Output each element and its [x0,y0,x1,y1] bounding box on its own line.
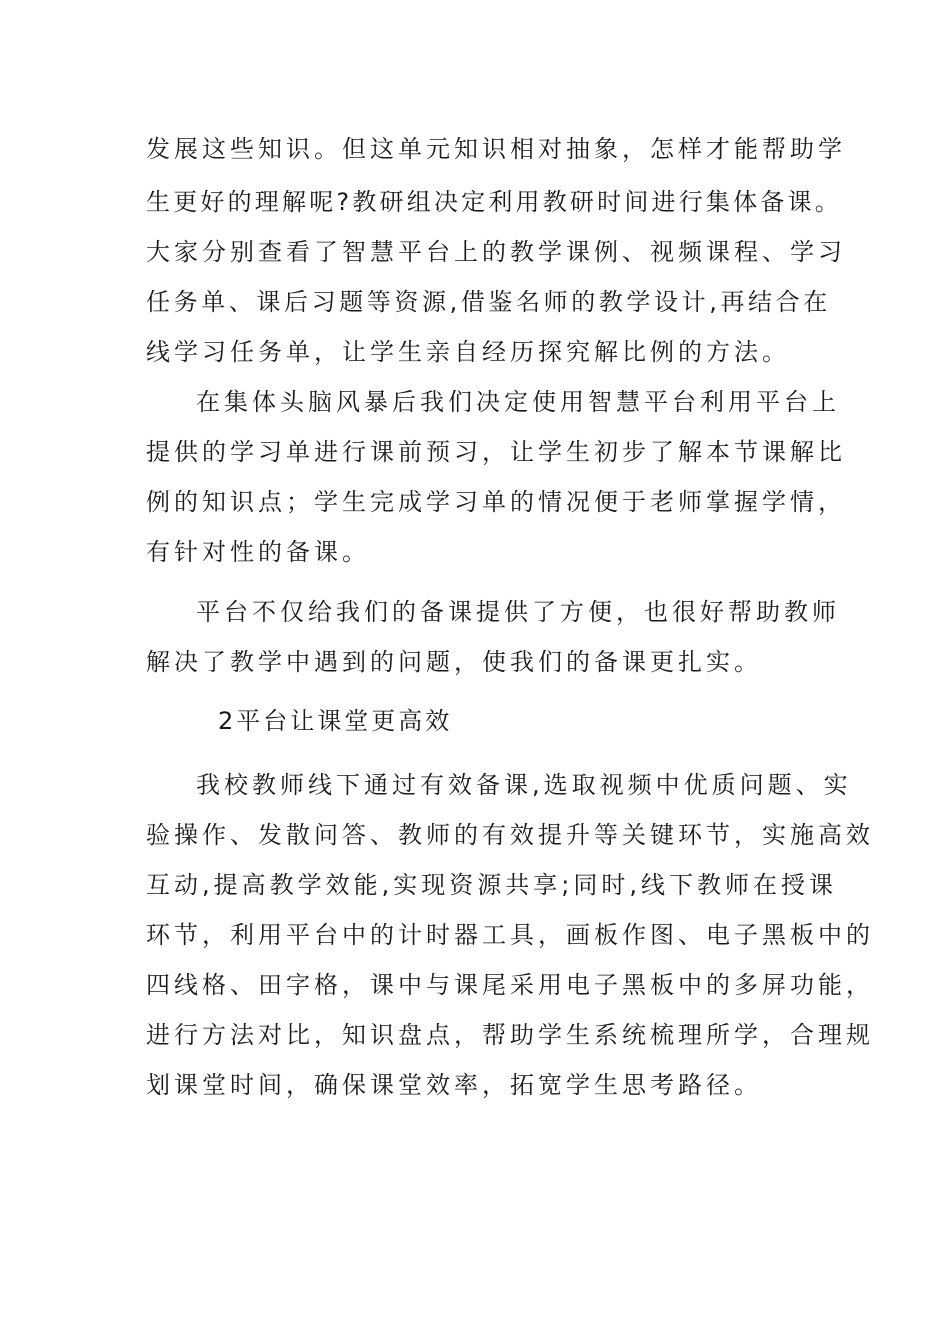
paragraph-line: 我校教师线下通过有效备课,选取视频中优质问题、实 [196,771,852,799]
paragraph-line: 进行方法对比，知识盘点，帮助学生系统梳理所学，合理规 [146,1021,874,1049]
paragraph-line: 验操作、发散问答、教师的有效提升等关键环节，实施高效 [146,821,874,849]
paragraph-line: 解决了教学中遇到的问题，使我们的备课更扎实。 [146,648,762,676]
paragraph-line: 环节，利用平台中的计时器工具，画板作图、电子黑板中的 [146,921,874,949]
paragraph-line: 平台不仅给我们的备课提供了方便，也很好帮助教师 [196,598,840,626]
paragraph-line: 提供的学习单进行课前预习，让学生初步了解本节课解比 [146,438,846,466]
paragraph-line: 在集体头脑风暴后我们决定使用智慧平台利用平台上 [196,388,840,416]
paragraph-line: 四线格、田字格，课中与课尾采用电子黑板中的多屏功能， [146,971,874,999]
section-heading: 2平台让课堂更高效 [218,707,453,735]
paragraph-line: 有针对性的备课。 [146,538,370,566]
paragraph-line: 划课堂时间，确保课堂效率，拓宽学生思考路径。 [146,1071,762,1099]
paragraph-line: 互动,提高教学效能,实现资源共享;同时,线下教师在授课 [146,871,837,899]
paragraph-line: 例的知识点；学生完成学习单的情况便于老师掌握学情， [146,488,846,516]
paragraph-line: 大家分别查看了智慧平台上的教学课例、视频课程、学习 [146,238,846,266]
paragraph-line: 发展这些知识。但这单元知识相对抽象，怎样才能帮助学 [146,135,846,163]
paragraph-line: 线学习任务单，让学生亲自经历探究解比例的方法。 [146,338,790,366]
paragraph-line: 任务单、课后习题等资源,借鉴名师的教学设计,再结合在 [146,288,831,316]
paragraph-line: 生更好的理解呢?教研组决定利用教研时间进行集体备课。 [146,188,842,216]
